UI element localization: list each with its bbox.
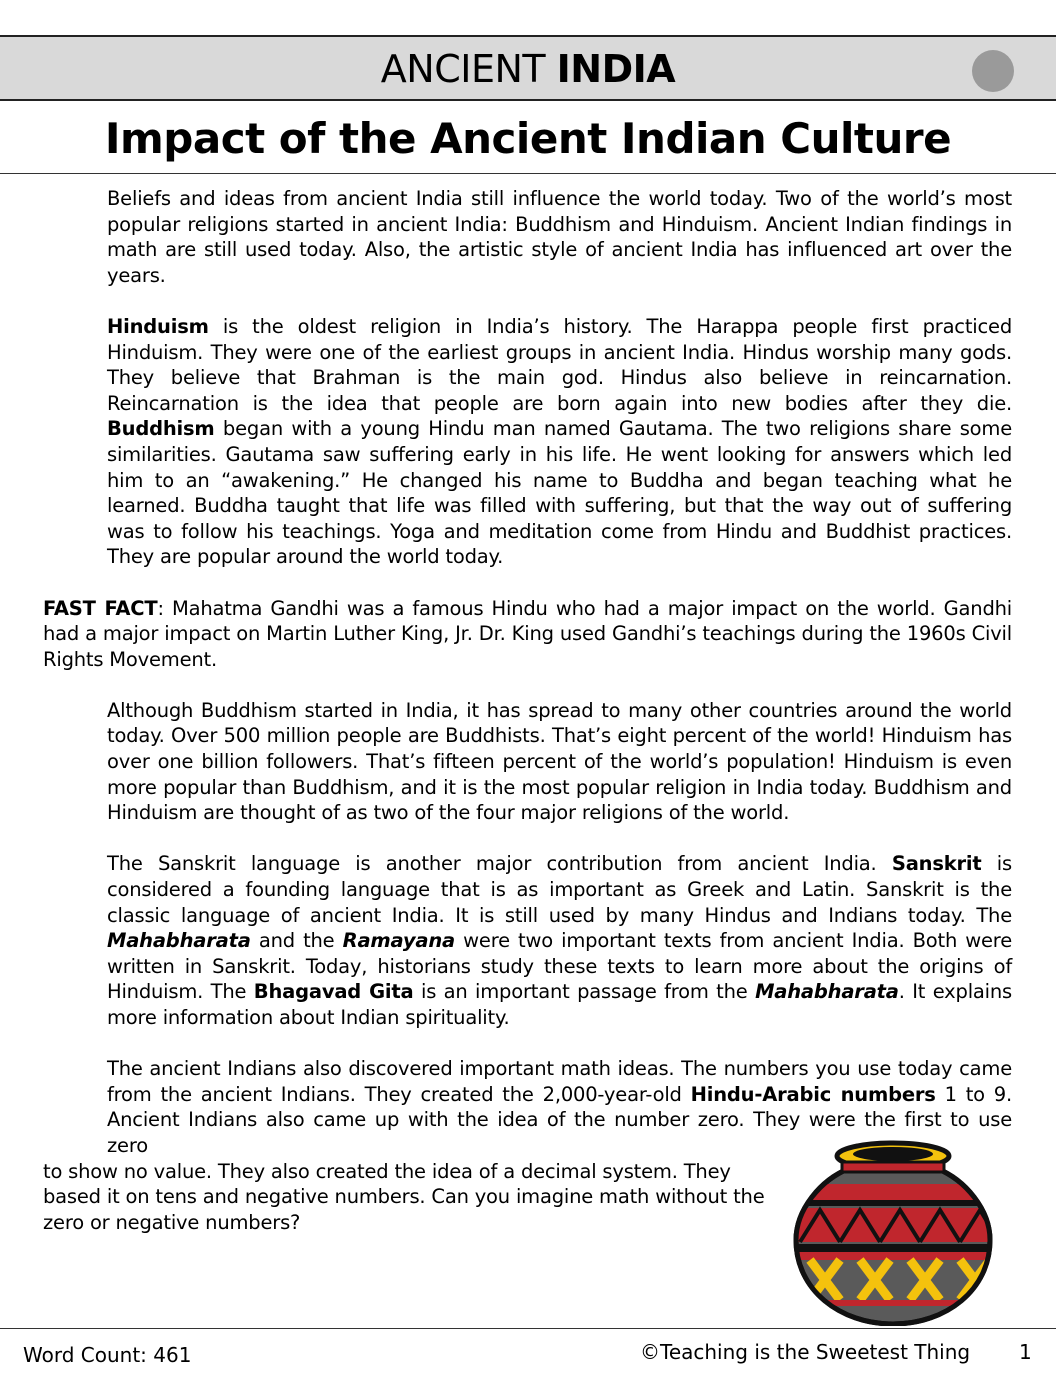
- article-body: [43, 186, 1012, 1261]
- clay-pot-illustration: [790, 1140, 996, 1326]
- term-hinduism: Hinduism: [107, 314, 209, 338]
- heading-divider: [0, 173, 1056, 174]
- title-light: ANCIENT: [380, 47, 557, 91]
- sanskrit-text-e: is an important passage from the: [413, 980, 756, 1004]
- circle-decoration-icon: [972, 50, 1014, 92]
- paragraph-religions-part1: is the oldest religion in India’s history. The Harappa people first practiced Hinduism. They were one of the earliest groups in ancient India. Hindus worship many gods. They believe that Brahman is the main god. Hindus also believe in reincarnation. Reincarnation is the idea that people are born again into new bodies after they die.: [107, 314, 1012, 415]
- term-hindu-arabic-numbers: Hindu-Arabic numbers: [690, 1082, 936, 1106]
- paragraph-intro: Beliefs and ideas from ancient India still influence the world today. Two of the world’s most popular religions started in ancient India: Buddhism and Hinduism. Ancient Indian findings in math are still used today. Also, the artistic style of ancient India has influenced art over the years.: [107, 187, 1012, 287]
- page-title: [0, 47, 1056, 91]
- header-band: [0, 35, 1056, 101]
- title-bold: INDIA: [556, 47, 676, 91]
- page-number: 1: [1019, 1340, 1032, 1364]
- copyright: ©Teaching is the Sweetest Thing: [640, 1340, 971, 1364]
- fast-fact-label: FAST FACT: [43, 596, 158, 620]
- footer-divider: [0, 1328, 1056, 1329]
- word-count: Word Count: 461: [23, 1343, 192, 1367]
- sanskrit-text-f: . It explains more information about Indian spirituality.: [107, 980, 1012, 1029]
- sanskrit-text-b: is considered a founding language that is as important as Greek and Latin. Sanskrit is the classic language of ancient India. It is still used by many Hindus and Indians today. The: [107, 852, 1012, 927]
- term-ramayana: Ramayana: [342, 929, 456, 953]
- term-bhagavad-gita: Bhagavad Gita: [253, 980, 414, 1004]
- term-sanskrit: Sanskrit: [891, 852, 982, 876]
- term-buddhism: Buddhism: [107, 417, 215, 441]
- term-mahabharata-2: Mahabharata: [755, 980, 899, 1004]
- paragraph-fast-fact: [43, 596, 1012, 673]
- math-text-b: 1 to 9. Ancient Indians also came up with the idea of the number zero. They were the first to use zero: [107, 1082, 1013, 1157]
- fast-fact-text: : Mahatma Gandhi was a famous Hindu who had a major impact on the world. Gandhi had a major impact on Martin Luther King, Jr. Dr. King used Gandhi’s teachings during the 1960s Civil Rights Movement.: [43, 596, 1012, 671]
- sanskrit-text-d: were two important texts from ancient India. Both were written in Sanskrit. Today, historians study these texts to learn more about the origins of Hinduism. The: [107, 929, 1012, 1004]
- paragraph-religions: [43, 314, 1012, 570]
- paragraph-spread: Although Buddhism started in India, it has spread to many other countries around the world today. Over 500 million people are Buddhists. That’s eight percent of the world! Hinduism has over one billion followers. That’s fifteen percent of the world’s population! Hinduism is even more popular than Buddhism, and it is the most popular religion in India today. Buddhism and Hinduism are thought of as two of the four major religions of the world.: [107, 698, 1012, 825]
- term-mahabharata: Mahabharata: [107, 929, 251, 953]
- article-heading: Impact of the Ancient Indian Culture: [104, 114, 952, 163]
- paragraph-sanskrit: [43, 851, 1012, 1030]
- sanskrit-text-a: The Sanskrit language is another major contribution from ancient India.: [107, 852, 892, 876]
- sanskrit-text-c: and the: [250, 929, 343, 953]
- math-text-a: The ancient Indians also discovered important math ideas. The numbers you use today came from the ancient Indians. They created the 2,000-year-old: [107, 1057, 1012, 1106]
- paragraph-religions-part2: began with a young Hindu man named Gautama. The two religions share some similarities. Gautama saw suffering early in his life. He went looking for answers which led him to an “awakening.” He changed his name to Buddha and began teaching what he learned. Buddha taught that life was filled with suffering, but that the way out of suffering was to follow his teachings. Yoga and meditation come from Hindu and Buddhist practices. They are popular around the world today.: [107, 417, 1012, 569]
- paragraph-math-continued: to show no value. They also created the idea of a decimal system. They based it on tens and negative numbers. Can you imagine math without the zero or negative numbers?: [43, 1159, 765, 1234]
